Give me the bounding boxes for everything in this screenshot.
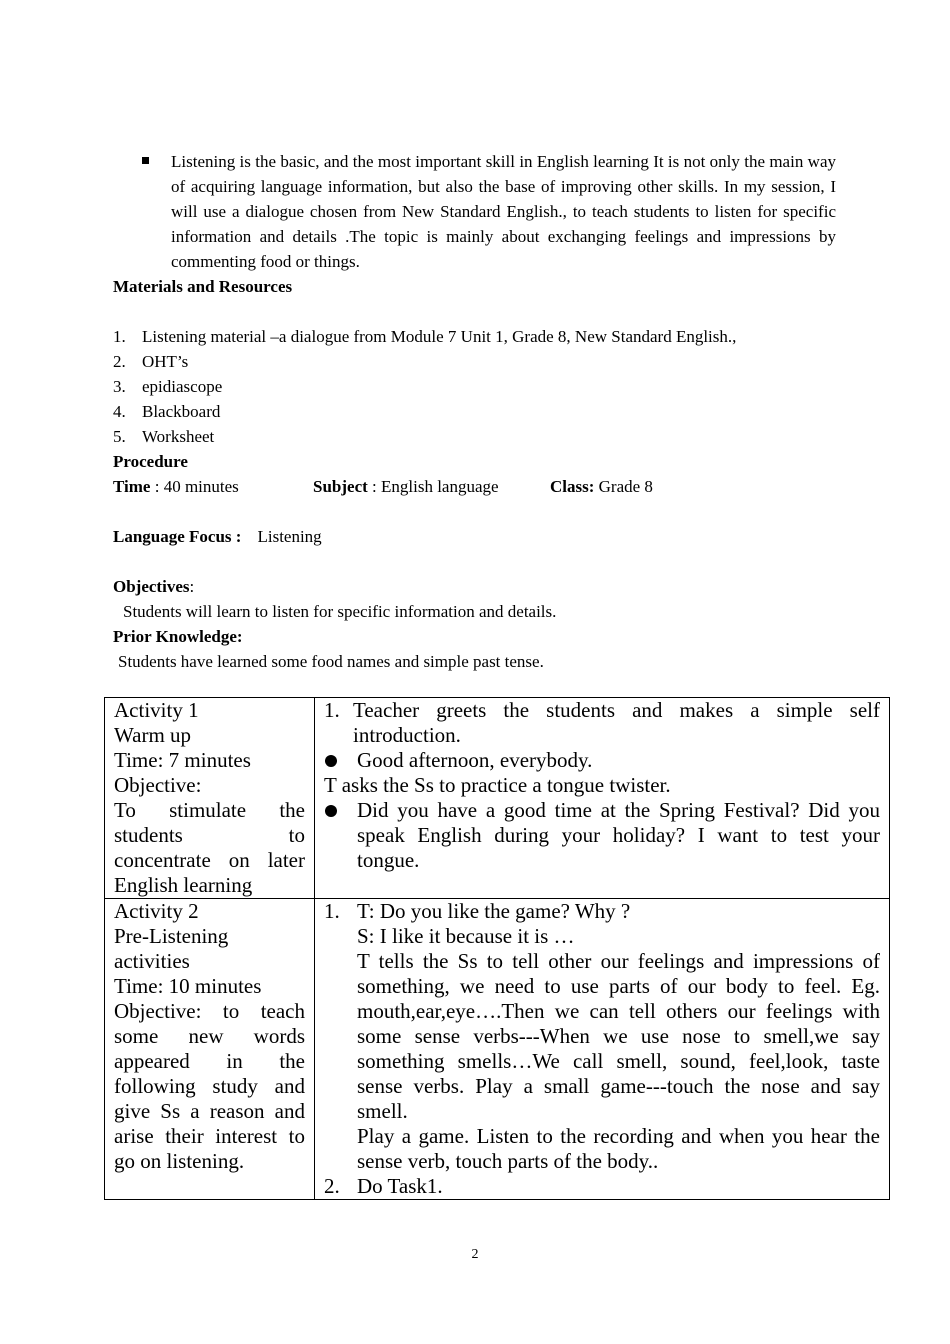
- material-item: [113, 324, 736, 349]
- list-text: Listening material –a dialogue from Module 7 Unit 1, Grade 8, New Standard English.,: [142, 327, 737, 346]
- activity-title: Activity 1: [114, 698, 199, 722]
- page-number: 2: [471, 1247, 479, 1262]
- objectives-text: Students will learn to listen for specific information and details.: [123, 602, 557, 621]
- prior-knowledge-heading: Prior Knowledge:: [113, 627, 243, 646]
- material-item: [113, 399, 220, 424]
- activity-2-left-cell: [105, 899, 315, 1200]
- list-number: 1.: [113, 327, 126, 346]
- material-item: [113, 349, 188, 374]
- activity-objective-label: Objective:: [114, 773, 202, 797]
- dialogue-line: T: Do you like the game? Why ?: [357, 899, 631, 923]
- language-focus-label: Language Focus :: [113, 527, 242, 546]
- activity-1-right-cell: [315, 698, 890, 899]
- class-value: Grade 8: [594, 477, 653, 496]
- prior-knowledge-text: Students have learned some food names and simple past tense.: [118, 652, 544, 671]
- list-number: 2.: [113, 352, 126, 371]
- activity-stage: Pre-Listening: [114, 924, 229, 948]
- round-bullet-icon: [325, 755, 337, 767]
- activity-1-left-cell: [105, 698, 315, 899]
- intro-bullet: [142, 149, 836, 274]
- subject-line: [313, 474, 499, 499]
- list-number: 3.: [113, 377, 126, 396]
- intro-bullet-text: Listening is the basic, and the most important skill in English learning It is not only the main way of acquiring language information, but also the base of improving other skills. In my session, I will use a dialogue chosen from New Standard English., to teach students to listen for specific information and details .The topic is mainly about exchanging feelings and impressions by commenting food or things.: [171, 152, 836, 271]
- table-row: [105, 698, 890, 899]
- activity-paragraph: T tells the Ss to tell other our feelings and impressions of something, we need to use parts of our body to feel. Eg. mouth,ear,eye….Then we can tell others our feelings with some sense verbs---When we use nose to smell,we say something smells…We call smell, sound, feel,look, taste sense verbs. Play a small game---touch the nose and say smell.: [357, 949, 880, 1123]
- activity-title: Activity 2: [114, 899, 199, 923]
- list-text: Blackboard: [142, 402, 221, 421]
- list-number: 1.: [324, 899, 340, 923]
- activity-time: Time: 7 minutes: [114, 748, 251, 772]
- list-text: epidiascope: [142, 377, 223, 396]
- activity-text: T asks the Ss to practice a tongue twister.: [324, 773, 671, 797]
- class-line: [550, 474, 653, 499]
- round-bullet-icon: [325, 805, 337, 817]
- activities-table: [104, 697, 890, 1200]
- material-item: [113, 424, 214, 449]
- list-item: [324, 748, 880, 773]
- activity-paragraph: Play a game. Listen to the recording and when you hear the sense verb, touch parts of the body..: [357, 1124, 880, 1173]
- materials-heading: Materials and Resources: [113, 277, 293, 296]
- subject-value: : English language: [367, 477, 499, 496]
- activity-stage: activities: [114, 949, 190, 973]
- table-row: [105, 899, 890, 1200]
- list-text: Do Task1.: [357, 1174, 443, 1198]
- list-text: Good afternoon, everybody.: [357, 748, 593, 772]
- list-number: 5.: [113, 427, 126, 446]
- list-item: [324, 899, 880, 1174]
- time-value: : 40 minutes: [150, 477, 239, 496]
- activity-stage: Warm up: [114, 723, 192, 747]
- language-focus-line: [113, 524, 322, 549]
- list-number: 4.: [113, 402, 126, 421]
- square-bullet-icon: [142, 157, 149, 164]
- activity-objective-text: Objective: to teach some new words appeared in the following study and give Ss a reason and arise their interest to go on listening.: [114, 999, 305, 1173]
- material-item: [113, 374, 222, 399]
- list-text: Did you have a good time at the Spring Festival? Did you speak English during your holiday? I want to test your tongue.: [357, 798, 880, 872]
- list-text: Worksheet: [142, 427, 215, 446]
- list-text: OHT’s: [142, 352, 189, 371]
- activity-objective-text: To stimulate the students to concentrate on later English learning: [114, 798, 305, 897]
- list-item: [324, 798, 880, 873]
- list-item: [324, 1174, 880, 1199]
- list-text: Teacher greets the students and makes a simple self introduction.: [353, 698, 880, 747]
- time-line: [113, 474, 239, 499]
- objectives-heading: [113, 574, 194, 599]
- activity-2-right-cell: [315, 899, 890, 1200]
- list-item: [324, 698, 880, 748]
- dialogue-line: S: I like it because it is …: [357, 924, 575, 948]
- objectives-colon: :: [189, 577, 195, 596]
- objectives-label: Objectives: [113, 577, 190, 596]
- language-focus-value: Listening: [257, 527, 322, 546]
- class-label: Class:: [550, 477, 595, 496]
- procedure-heading: Procedure: [113, 452, 188, 471]
- subject-label: Subject: [313, 477, 368, 496]
- time-label: Time: [113, 477, 151, 496]
- activity-time: Time: 10 minutes: [114, 974, 262, 998]
- list-number: 1.: [324, 698, 340, 722]
- list-number: 2.: [324, 1174, 340, 1198]
